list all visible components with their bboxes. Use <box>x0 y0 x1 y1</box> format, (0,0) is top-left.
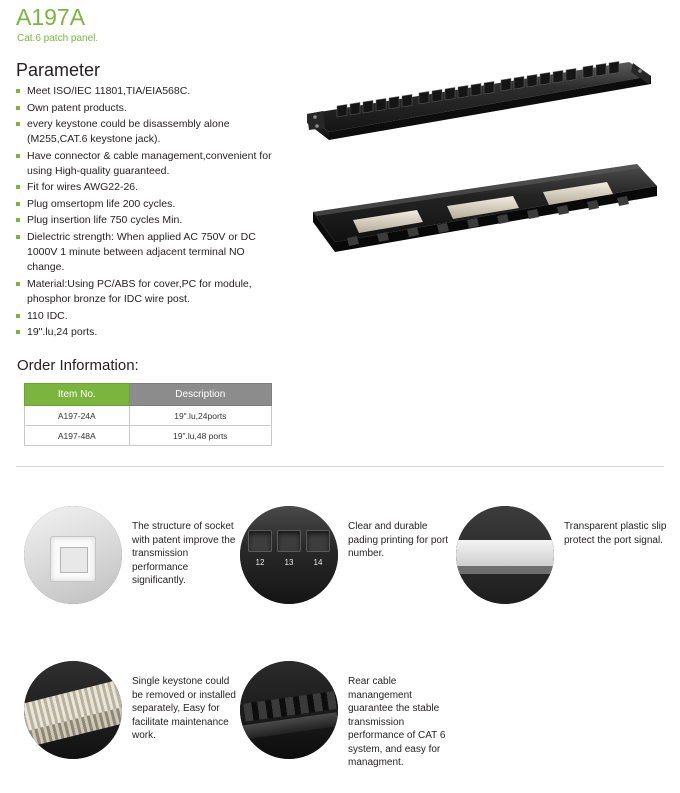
plastic-slip-icon <box>456 506 554 604</box>
cell-item-no: A197-24A <box>25 406 130 426</box>
parameter-item: every keystone could be disassembly alone (M255,CAT.6 keystone jack). <box>16 117 280 147</box>
cell-item-no: A197-48A <box>25 426 130 446</box>
table-row <box>25 406 272 426</box>
parameter-heading: Parameter <box>16 60 101 80</box>
feature-caption: Single keystone could be removed or installed separately, Easy for facilitate maintenance work. <box>132 676 236 741</box>
parameter-list <box>16 84 280 342</box>
ports-icon <box>240 506 338 604</box>
feature-caption: Clear and durable pading printing for port number. <box>348 521 449 559</box>
rear-cable-thumbnail <box>240 661 338 759</box>
column-header-description: Description <box>129 384 271 406</box>
parameter-item: Plug insertion life 750 cycles Min. <box>16 213 280 228</box>
product-photo-area <box>289 18 667 268</box>
parameter-item: Dielectric strength: When applied AC 750V or DC 1000V 1 minute between adjacent terminal NO change. <box>16 230 280 276</box>
parameter-item: Own patent products. <box>16 101 280 116</box>
parameter-item: 110 IDC. <box>16 309 280 324</box>
port-number-thumbnail <box>240 506 338 604</box>
patch-panel-front-image <box>299 40 659 160</box>
feature-single-keystone <box>24 661 244 771</box>
keystone-strip-icon <box>24 661 122 759</box>
table-header-row <box>25 384 272 406</box>
parameter-item: Meet ISO/IEC 11801,TIA/EIA568C. <box>16 84 280 99</box>
parameter-item: Material:Using PC/ABS for cover,PC for module, phosphor bronze for IDC wire post. <box>16 277 280 307</box>
feature-transparent-slip <box>456 506 676 606</box>
feature-port-number-printing <box>240 506 460 606</box>
parameter-item: 19".lu,24 ports. <box>16 325 280 340</box>
keystone-jack-icon <box>24 506 122 604</box>
patch-panel-rear-image <box>307 146 667 274</box>
port-number: 13 <box>284 558 294 567</box>
feature-caption: The structure of socket with patent improve the transmission performance significantly. <box>132 521 236 586</box>
order-information-table <box>24 383 272 446</box>
cell-description: 19".lu,24ports <box>129 406 271 426</box>
feature-rear-cable-management <box>240 661 460 771</box>
cable-management-icon <box>240 661 338 759</box>
port-number-labels <box>240 558 338 567</box>
parameter-item: Plug omsertopm life 200 cycles. <box>16 197 280 212</box>
single-keystone-thumbnail <box>24 661 122 759</box>
cell-description: 19".lu,48 ports <box>129 426 271 446</box>
feature-caption: Transparent plastic slip protect the port signal. <box>564 521 667 546</box>
order-information-heading: Order Information: <box>17 357 139 374</box>
section-divider <box>16 466 664 467</box>
parameter-item: Fit for wires AWG22-26. <box>16 180 280 195</box>
page-subtitle: Cat.6 patch panel. <box>17 33 99 44</box>
port-number: 12 <box>255 558 265 567</box>
transparent-slip-thumbnail <box>456 506 554 604</box>
socket-structure-thumbnail <box>24 506 122 604</box>
feature-caption: Rear cable manangement guarantee the stable transmission performance of CAT 6 system, and easy for managment. <box>348 676 446 768</box>
table-row <box>25 426 272 446</box>
feature-socket-structure <box>24 506 244 606</box>
column-header-item-no: Item No. <box>25 384 130 406</box>
port-number: 14 <box>313 558 323 567</box>
parameter-item: Have connector & cable management,convenient for using High-quality guaranteed. <box>16 149 280 179</box>
page-title: A197A <box>16 4 86 30</box>
